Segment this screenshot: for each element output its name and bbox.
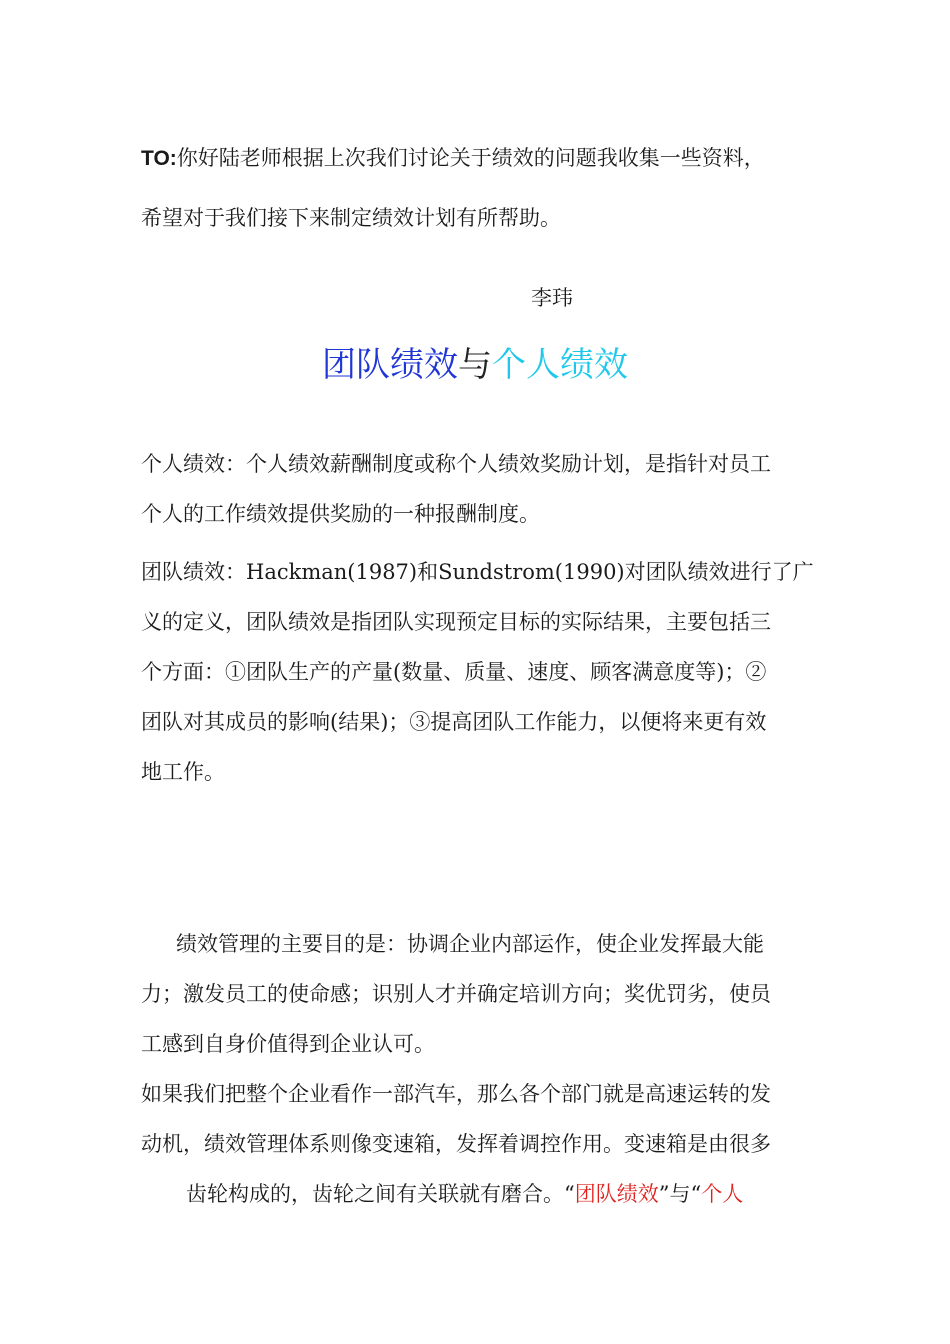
memo-greeting: 你好陆老师根据上次我们讨论关于绩效的问题我收集一些资料， (176, 146, 765, 170)
to-label: TO: (141, 147, 177, 170)
paragraph-line (186, 1180, 813, 1208)
text-run: ”与“ (658, 1182, 702, 1206)
highlight-team-performance: 团队绩效 (574, 1182, 659, 1206)
paragraph-line: 个人绩效：个人绩效薪酬制度或称个人绩效奖励计划，是指针对员工 (141, 452, 771, 476)
text-run: 齿轮构成的，齿轮之间有关联就有磨合。“ (186, 1182, 575, 1206)
document-title (0, 342, 950, 388)
title-individual-performance: 个人绩效 (492, 345, 628, 385)
paragraph-line: 绩效管理的主要目的是：协调企业内部运作，使企业发挥最大能 (176, 932, 764, 956)
title-connector: 与 (458, 345, 492, 385)
paragraph-line: 个方面：①团队生产的产量(数量、质量、速度、顾客满意度等)；② (141, 660, 767, 684)
paragraph-line: 团队绩效：Hackman(1987)和Sundstrom(1990)对团队绩效进行了广 (141, 560, 814, 584)
memo-line-2: 希望对于我们接下来制定绩效计划有所帮助。 (141, 206, 561, 230)
paragraph-line: 团队对其成员的影响(结果)；③提高团队工作能力，以便将来更有效 (141, 710, 767, 734)
paragraph-line: 义的定义，团队绩效是指团队实现预定目标的实际结果，主要包括三 (141, 610, 771, 634)
paragraph-line: 地工作。 (141, 760, 225, 784)
memo-line-1 (141, 144, 813, 173)
title-team-performance: 团队绩效 (322, 345, 458, 385)
paragraph-line: 工感到自身价值得到企业认可。 (141, 1032, 435, 1056)
paragraph-line: 如果我们把整个企业看作一部汽车，那么各个部门就是高速运转的发 (141, 1082, 771, 1106)
highlight-individual: 个人 (701, 1182, 744, 1206)
paragraph-line: 动机，绩效管理体系则像变速箱，发挥着调控作用。变速箱是由很多 (141, 1132, 771, 1156)
author-name: 李玮 (531, 286, 573, 310)
paragraph-line: 力；激发员工的使命感；识别人才并确定培训方向；奖优罚劣，使员 (141, 982, 771, 1006)
paragraph-line: 个人的工作绩效提供奖励的一种报酬制度。 (141, 502, 540, 526)
